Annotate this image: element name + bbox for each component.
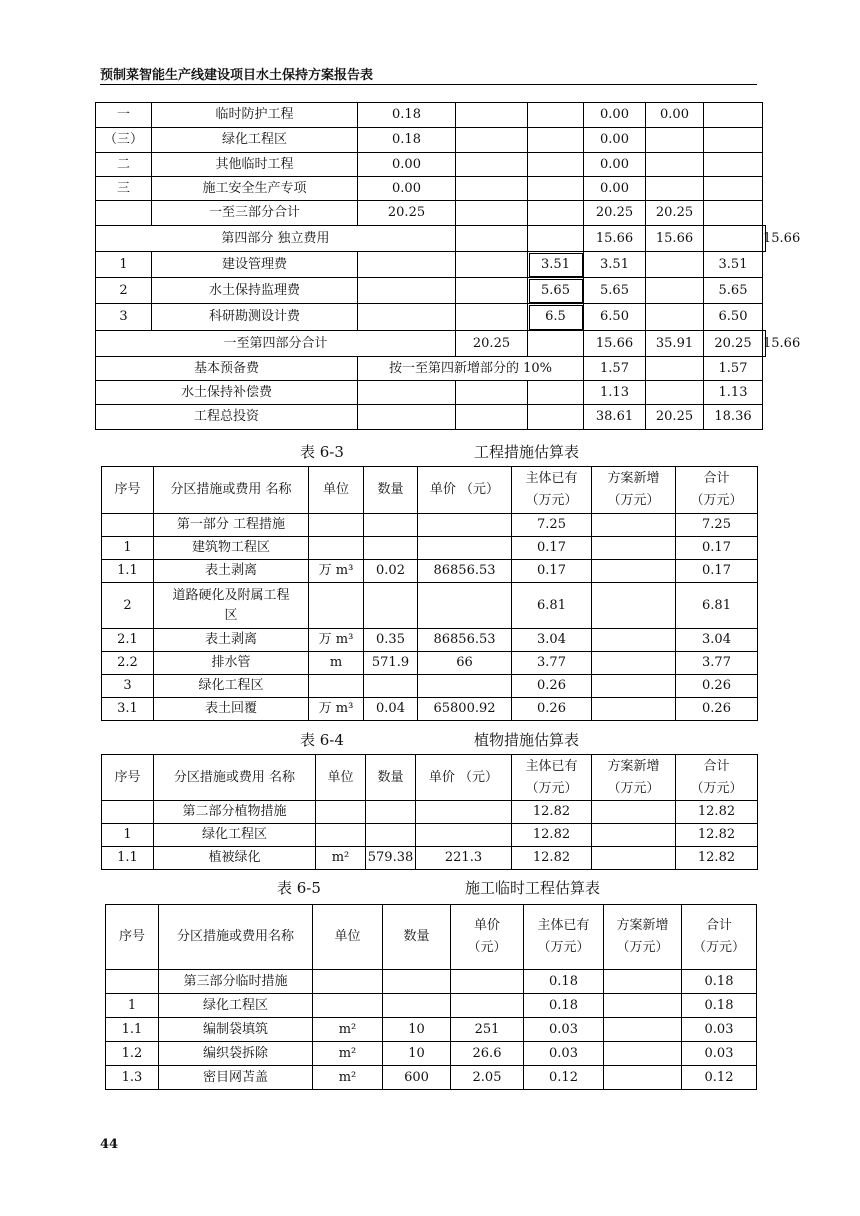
item-name-cell: 临时防护工程 [152, 103, 358, 128]
table-cell: 66 [418, 652, 512, 675]
table-cell: 6.81 [676, 583, 758, 629]
table-row [102, 847, 758, 870]
table-cell [456, 405, 528, 430]
header-cell: 方案新增 （万元） [604, 905, 682, 970]
table-cell: 20.25 [646, 201, 704, 226]
table-cell: 0.18 [524, 970, 604, 994]
header-rule [100, 84, 757, 85]
table-cell [456, 177, 528, 201]
table-cell [364, 537, 418, 560]
table-cell: 26.6 [451, 1042, 524, 1066]
table-cell [102, 801, 154, 824]
table-row [96, 304, 766, 331]
item-name-cell: 表土剥离 [154, 560, 309, 583]
table-row [96, 252, 766, 278]
table-cell [646, 153, 704, 177]
table-cell: m [309, 652, 364, 675]
note-cell: 按一至第四新增部分的 10% [358, 357, 584, 381]
table-cell [528, 153, 584, 177]
table-cell [604, 1018, 682, 1042]
table-cell [418, 675, 512, 698]
table-cell: 35.91 [646, 331, 704, 357]
table-cell [418, 514, 512, 537]
table-cell [704, 153, 763, 177]
table-cell [592, 675, 676, 698]
table-cell [528, 226, 584, 252]
table-cell: 0.00 [646, 103, 704, 128]
table-cell [646, 177, 704, 201]
row-label-cell: 工程总投资 [96, 405, 358, 430]
table-cell: 0.26 [676, 698, 758, 721]
table-cell [604, 994, 682, 1018]
table-cell: 3.77 [676, 652, 758, 675]
table-cell: 0.26 [676, 675, 758, 698]
table-cell: 10 [383, 1018, 451, 1042]
table-cell: 0.17 [512, 560, 592, 583]
table-cell [592, 514, 676, 537]
table-cell: 579.38 [366, 847, 416, 870]
table-cell [704, 177, 763, 201]
item-name-cell: 一至三部分合计 [152, 201, 358, 226]
table-cell: 12.82 [676, 801, 758, 824]
item-name-cell: 建筑物工程区 [154, 537, 309, 560]
table-cell [646, 304, 704, 331]
item-name-cell: 水土保持监理费 [152, 278, 358, 304]
table-cell: 2.2 [102, 652, 154, 675]
table-row [102, 629, 758, 652]
table-6-3-caption [300, 441, 580, 462]
table-cell: 2.05 [451, 1066, 524, 1090]
table-cell: 20.25 [704, 331, 763, 357]
item-name-cell: 道路硬化及附属工程 区 [154, 583, 309, 629]
table-cell [364, 583, 418, 629]
table-cell: 3.51 [528, 252, 584, 278]
table-cell: 7.25 [676, 514, 758, 537]
table-cell [592, 583, 676, 629]
table-cell: 0.26 [512, 698, 592, 721]
table-cell [704, 226, 763, 252]
table-cell [646, 278, 704, 304]
item-name-cell: 植被绿化 [154, 847, 316, 870]
table-cell: 15.66 [763, 331, 766, 357]
table-row [96, 177, 766, 201]
table-cell: 15.66 [584, 331, 646, 357]
table-cell [456, 128, 528, 153]
table-cell: 0.35 [364, 629, 418, 652]
table-cell [358, 252, 456, 278]
table-cell: 0.04 [364, 698, 418, 721]
table-row [96, 226, 766, 252]
table-cell [456, 381, 528, 405]
item-name-cell: 建设管理费 [152, 252, 358, 278]
row-label-cell: 一至第四部分合计 [96, 331, 456, 357]
table-cell: 221.3 [416, 847, 512, 870]
header-cell: 方案新增 （万元） [592, 755, 676, 801]
row-label-cell: 基本预备费 [96, 357, 358, 381]
table-cell [416, 824, 512, 847]
table-cell: （三） [96, 128, 152, 153]
item-name-cell: 绿化工程区 [152, 128, 358, 153]
investment-summary-table [95, 102, 801, 430]
table-row [102, 560, 758, 583]
table-row [96, 278, 766, 304]
table-cell: 12.82 [676, 847, 758, 870]
table-cell: 三 [96, 177, 152, 201]
header-cell: 序号 [102, 755, 154, 801]
table-row [102, 801, 758, 824]
table-cell [592, 824, 676, 847]
header-cell: 分区措施或费用 名称 [154, 467, 309, 514]
table-cell: 6.50 [704, 304, 763, 331]
table-cell: 3.04 [676, 629, 758, 652]
row-label-cell: 第四部分 独立费用 [96, 226, 456, 252]
table-row [106, 1066, 757, 1090]
table-6-3-title: 工程措施估算表 [474, 443, 580, 461]
table-cell: 38.61 [584, 405, 646, 430]
table-cell: 1.13 [704, 381, 763, 405]
table-cell [309, 675, 364, 698]
table-row [96, 331, 766, 357]
header-cell: 合计 （万元） [682, 905, 757, 970]
table-cell: 1.1 [106, 1018, 159, 1042]
table-cell: 12.82 [676, 824, 758, 847]
table-cell: 86856.53 [418, 629, 512, 652]
table-cell [528, 177, 584, 201]
table-cell: 251 [451, 1018, 524, 1042]
table-cell: 12.82 [512, 824, 592, 847]
table-cell: 2 [102, 583, 154, 629]
table-cell: 6.81 [512, 583, 592, 629]
table-cell: 3 [96, 304, 152, 331]
table-cell [646, 252, 704, 278]
table-cell: 0.18 [358, 128, 456, 153]
table-cell [364, 675, 418, 698]
table-row [102, 675, 758, 698]
table-row [102, 537, 758, 560]
table-cell: 5.65 [704, 278, 763, 304]
header-cell: 单位 [309, 467, 364, 514]
table-cell: 0.03 [524, 1018, 604, 1042]
table-cell: 15.66 [763, 226, 766, 252]
table-cell: 万 m³ [309, 698, 364, 721]
table-row [106, 994, 757, 1018]
table-row [96, 103, 766, 128]
table-row [102, 583, 758, 629]
table-6-5-caption [277, 877, 601, 898]
table-6-5-number: 表 6-5 [277, 879, 321, 897]
table-cell [456, 226, 528, 252]
header-cell: 主体已有 （万元） [512, 755, 592, 801]
table-cell: 0.02 [364, 560, 418, 583]
header-cell: 单价 （元） [416, 755, 512, 801]
engineering-measures-table [101, 466, 758, 721]
item-name-cell: 其他临时工程 [152, 153, 358, 177]
table-header-row [106, 905, 757, 970]
table-cell [528, 331, 584, 357]
table-cell: 12.82 [512, 801, 592, 824]
table-cell [316, 801, 366, 824]
item-name-cell: 编制袋填筑 [159, 1018, 313, 1042]
header-cell: 单价 （元） [451, 905, 524, 970]
table-cell [604, 970, 682, 994]
document-header-title: 预制菜智能生产线建设项目水土保持方案报告表 [100, 68, 374, 83]
header-cell: 合计 （万元） [676, 755, 758, 801]
table-cell: 1.3 [106, 1066, 159, 1090]
table-cell: 5.65 [584, 278, 646, 304]
table-6-4-number: 表 6-4 [300, 731, 344, 749]
item-name-cell: 绿化工程区 [154, 675, 309, 698]
table-cell [604, 1042, 682, 1066]
table-cell: 3.1 [102, 698, 154, 721]
header-cell: 数量 [366, 755, 416, 801]
table-cell: 65800.92 [418, 698, 512, 721]
table-cell: 0.00 [358, 177, 456, 201]
table-cell: 0.18 [358, 103, 456, 128]
table-cell: 0.03 [682, 1018, 757, 1042]
table-cell: 1.2 [106, 1042, 159, 1066]
table-cell [313, 994, 383, 1018]
header-cell: 合计 （万元） [676, 467, 758, 514]
table-cell [704, 201, 763, 226]
table-cell: 10 [383, 1042, 451, 1066]
table-cell [366, 801, 416, 824]
table-6-4-caption [300, 729, 580, 750]
table-cell: 6.5 [528, 304, 584, 331]
table-cell: 15.66 [584, 226, 646, 252]
table-cell [646, 128, 704, 153]
table-cell [383, 994, 451, 1018]
table-cell: 3.51 [584, 252, 646, 278]
table-row [96, 357, 766, 381]
table-cell: 12.82 [512, 847, 592, 870]
item-name-cell: 绿化工程区 [154, 824, 316, 847]
table-cell [456, 103, 528, 128]
table-cell: 0.00 [584, 153, 646, 177]
table-cell: 0.03 [524, 1042, 604, 1066]
item-name-cell: 施工安全生产专项 [152, 177, 358, 201]
table-cell: 1.1 [102, 847, 154, 870]
header-cell: 单位 [316, 755, 366, 801]
table-cell [383, 970, 451, 994]
item-name-cell: 表土剥离 [154, 629, 309, 652]
table-cell: 0.18 [682, 970, 757, 994]
table-cell: 2 [96, 278, 152, 304]
table-cell: 1.57 [584, 357, 646, 381]
item-name-cell: 排水管 [154, 652, 309, 675]
table-cell [418, 537, 512, 560]
table-cell [592, 801, 676, 824]
table-cell: 0.17 [512, 537, 592, 560]
table-cell: m² [313, 1066, 383, 1090]
table-cell: 1.57 [704, 357, 763, 381]
table-cell [418, 583, 512, 629]
table-cell [456, 252, 528, 278]
table-cell: 万 m³ [309, 560, 364, 583]
table-header-row [102, 755, 758, 801]
table-cell: 1.13 [584, 381, 646, 405]
header-cell: 数量 [383, 905, 451, 970]
table-cell [646, 381, 704, 405]
table-row [96, 153, 766, 177]
table-cell [456, 153, 528, 177]
header-cell: 序号 [102, 467, 154, 514]
table-cell [106, 970, 159, 994]
table-cell: 1 [102, 824, 154, 847]
table-row [106, 970, 757, 994]
table-cell [592, 652, 676, 675]
table-cell [592, 537, 676, 560]
table-cell: 20.25 [646, 405, 704, 430]
table-cell [704, 103, 763, 128]
table-cell [451, 994, 524, 1018]
table-cell: 20.25 [584, 201, 646, 226]
table-cell: m² [316, 847, 366, 870]
table-cell: 86856.53 [418, 560, 512, 583]
table-cell: 0.18 [682, 994, 757, 1018]
table-cell [358, 278, 456, 304]
table-cell [313, 970, 383, 994]
table-cell: 3 [102, 675, 154, 698]
header-cell: 主体已有 （万元） [524, 905, 604, 970]
table-cell: 0.18 [524, 994, 604, 1018]
header-cell: 分区措施或费用 名称 [154, 755, 316, 801]
table-cell: 3.77 [512, 652, 592, 675]
item-name-cell: 编织袋拆除 [159, 1042, 313, 1066]
table-cell [358, 381, 456, 405]
table-row [96, 128, 766, 153]
table-cell: 1 [96, 252, 152, 278]
header-cell: 分区措施或费用名称 [159, 905, 313, 970]
table-cell: 0.17 [676, 537, 758, 560]
table-cell: 0.00 [584, 177, 646, 201]
table-6-4-title: 植物措施估算表 [474, 731, 580, 749]
table-cell: 0.12 [524, 1066, 604, 1090]
table-cell: 20.25 [358, 201, 456, 226]
table-cell [366, 824, 416, 847]
table-cell: 3.04 [512, 629, 592, 652]
item-name-cell: 科研勘测设计费 [152, 304, 358, 331]
table-cell: 3.51 [704, 252, 763, 278]
item-name-cell: 第一部分 工程措施 [154, 514, 309, 537]
table-cell [528, 405, 584, 430]
item-name-cell: 密目网苫盖 [159, 1066, 313, 1090]
table-cell [102, 514, 154, 537]
page-number: 44 [100, 1137, 119, 1152]
header-cell: 数量 [364, 467, 418, 514]
table-cell [704, 128, 763, 153]
table-cell: 0.26 [512, 675, 592, 698]
table-cell: 1 [106, 994, 159, 1018]
table-cell [358, 304, 456, 331]
table-row [106, 1018, 757, 1042]
item-name-cell: 第三部分临时措施 [159, 970, 313, 994]
table-cell: 0.00 [584, 128, 646, 153]
item-name-cell: 第二部分植物措施 [154, 801, 316, 824]
table-header-row [102, 467, 758, 514]
table-cell [316, 824, 366, 847]
table-cell [456, 278, 528, 304]
table-cell: 6.50 [584, 304, 646, 331]
table-row [102, 514, 758, 537]
table-row [102, 698, 758, 721]
table-cell [528, 103, 584, 128]
table-cell [96, 201, 152, 226]
table-row [102, 824, 758, 847]
table-cell [592, 698, 676, 721]
table-cell: 1 [102, 537, 154, 560]
table-cell: 1.1 [102, 560, 154, 583]
table-cell: 一 [96, 103, 152, 128]
item-name-cell: 表土回覆 [154, 698, 309, 721]
header-cell: 单位 [313, 905, 383, 970]
table-row [106, 1042, 757, 1066]
temporary-works-table [105, 904, 757, 1090]
table-cell [528, 381, 584, 405]
table-cell [416, 801, 512, 824]
table-cell [456, 201, 528, 226]
table-cell [592, 847, 676, 870]
table-cell [309, 583, 364, 629]
table-6-5-title: 施工临时工程估算表 [465, 879, 601, 897]
table-cell: 20.25 [456, 331, 528, 357]
row-label-cell: 水土保持补偿费 [96, 381, 358, 405]
table-cell: 0.00 [584, 103, 646, 128]
table-cell: 0.17 [676, 560, 758, 583]
table-cell [646, 357, 704, 381]
table-cell [528, 128, 584, 153]
table-cell: 0.03 [682, 1042, 757, 1066]
table-cell: 5.65 [528, 278, 584, 304]
table-cell: 二 [96, 153, 152, 177]
table-cell [309, 514, 364, 537]
table-cell [592, 629, 676, 652]
table-cell: 15.66 [646, 226, 704, 252]
table-row [96, 405, 766, 430]
table-cell: 2.1 [102, 629, 154, 652]
table-cell [604, 1066, 682, 1090]
header-cell: 主体已有 （万元） [512, 467, 592, 514]
table-cell: m² [313, 1042, 383, 1066]
table-cell [358, 405, 456, 430]
table-cell: 0.12 [682, 1066, 757, 1090]
table-cell [528, 201, 584, 226]
table-cell: 万 m³ [309, 629, 364, 652]
table-row [96, 381, 766, 405]
table-row [102, 652, 758, 675]
table-cell: 18.36 [704, 405, 763, 430]
header-cell: 单价 （元） [418, 467, 512, 514]
header-cell: 方案新增 （万元） [592, 467, 676, 514]
header-cell: 序号 [106, 905, 159, 970]
table-cell: 0.00 [358, 153, 456, 177]
table-row [96, 201, 766, 226]
table-cell: 571.9 [364, 652, 418, 675]
item-name-cell: 绿化工程区 [159, 994, 313, 1018]
table-cell: 600 [383, 1066, 451, 1090]
table-cell [592, 560, 676, 583]
table-cell: 7.25 [512, 514, 592, 537]
table-cell: m² [313, 1018, 383, 1042]
table-cell [456, 304, 528, 331]
table-cell [309, 537, 364, 560]
table-6-3-number: 表 6-3 [300, 443, 344, 461]
table-cell [364, 514, 418, 537]
plant-measures-table [101, 754, 758, 870]
table-cell [451, 970, 524, 994]
